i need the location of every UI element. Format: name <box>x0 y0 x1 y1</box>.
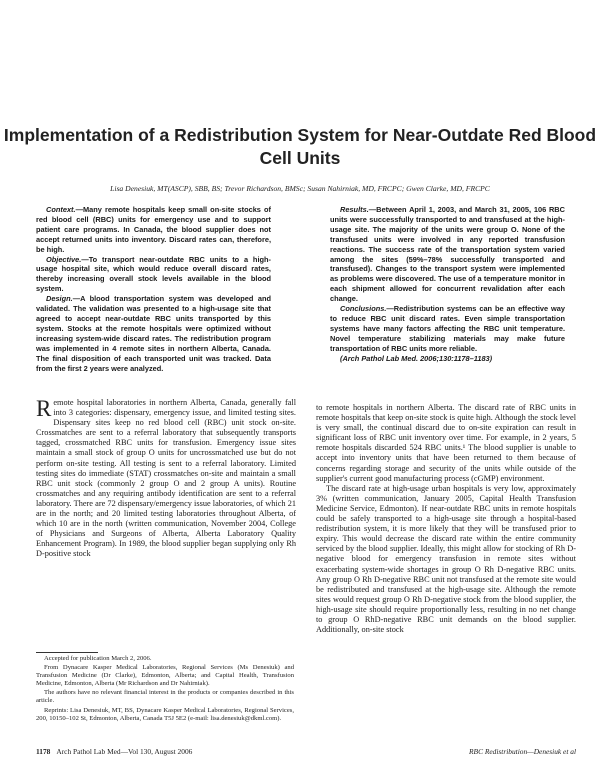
running-title: RBC Redistribution—Denesiuk et al <box>469 747 576 756</box>
abstract-citation <box>330 354 565 364</box>
body-paragraph-1: to remote hospitals in northern Alberta. The discard rate of RBC units in remote hospitals that keep on-site stock is quite high. Although the stock level is very small, the continual discard due to on-site expiration can result in significant loss of RBC unit inventory over time. For example, in 2 years, 5 remote hospitals discarded 524 RBC units.¹ The blood supplier is unable to accept into inventory units that have been returned to them because of concerns regarding storage and security of the units while outside of the supplier's current good manufacturing process (cGMP) environment. <box>316 403 576 483</box>
context-text: —Many remote hospitals keep small on-site stocks of red blood cell (RBC) units for emergency use and to support patient care programs. In Canada, the blood supplier does not accept returned units into inventory. Discard rates can, therefore, be high. <box>36 205 271 254</box>
abstract-context <box>36 205 271 255</box>
conclusions-label: Conclusions. <box>340 304 387 314</box>
conclusions-text: —Redistribution systems can be an effective way to reduce RBC unit discard rates. Even simple transportation systems have many factors affecting the RBC unit temperature. Novel temperature stabilizing materials may make future transportation of RBC units more reliable. <box>330 304 565 353</box>
intro-paragraph <box>36 398 296 560</box>
page-number: 1178 <box>36 747 51 756</box>
context-label: Context. <box>46 205 76 214</box>
intro-text: emote hospital laboratories in northern Alberta, Canada, generally fall into 3 categories: dispensary, emergency issue, and limited testing sites. Dispensary sites keep no red blood cell (RBC) unit stock on-site. Crossmatches are sent to a referral laboratory that subsequently transports tagged, crossmatched RBC units for transfusion. Emergency issue sites maintain a small stock of group O units for uncrossmatched use but do not perform on-site testing. All testing is sent to a referral laboratory. Limited testing sites do immediate (STAT) crossmatches on-site and maintain a small RBC unit stock (commonly 2 group O and 2 group A units). Routine crossmatches and any requiring antibody identification are sent to a referral laboratory. There are 72 dispensary/emergency issue laboratories, of which 21 are in the north; and 20 limited testing laboratories throughout Alberta, of which 10 are in the north (written communication, November 2004, College of Physicians and Surgeons of Alberta, Alberta Laboratory Quality Enhancement Program). In 1989, the blood supplier began supplying only Rh D-positive stock <box>36 398 296 559</box>
reprints-note: Reprints: Lisa Denesiuk, MT, BS, Dynacare Kasper Medical Laboratories, Regional Services, 200, 10150–102 St, Edmonton, Alberta, Canada T5J 5E2 (e-mail: lisa.denesiuk@dkml.com). <box>36 706 294 722</box>
abstract-right-column <box>330 205 565 364</box>
drop-cap: R <box>36 396 52 421</box>
citation-text: (Arch Pathol Lab Med. 2006;130:1178–1183) <box>340 353 493 363</box>
abstract-results <box>330 205 565 304</box>
author-list: Lisa Denesiuk, MT(ASCP), SBB, BS; Trevor Richardson, BMSc; Susan Nahirniak, MD, FRCPC; Gwen Clarke, MD, FRCPC <box>110 184 490 193</box>
abstract-design <box>36 294 271 373</box>
design-text: —A blood transportation system was developed and validated. The validation was presented to a high-usage site that agreed to accept near-outdate RBC units transported by this system. Stocks at the remote hospitals were optimized without increasing system-wide discard rates. The redistribution program was implemented in 4 remote sites in northern Alberta, Canada. The final disposition of each transported unit was tracked. Data from the first 2 years were analyzed. <box>36 294 271 373</box>
results-text: —Between April 1, 2003, and March 31, 2005, 106 RBC units were successfully transported to and transfused at the high-usage site. The majority of the units were group O. None of the transfused units were involved in any reported transfusion reactions. The success rate of the transportation system varied among the sites (59%–78% successfully transported and transfused). Changes to the transport system were implemented as problems were discovered. The use of a temperature monitor in each shipment allowed for concurrent revalidation after each change. <box>330 205 565 304</box>
body-left-column <box>36 398 296 560</box>
body-paragraph-2: The discard rate at high-usage urban hospitals is very low, approximately 3% (written communication, January 2005, Capital Health Transfusion Medicine Service, Edmonton). If near-outdate RBC units in remote hospitals could be safely transported to a high-usage site through a hospital-based redistribution system, it is more likely that they will be transfused prior to expiry. This would decrease the discard rate within the entire community serviced by the blood supplier. Ideally, this might allow for stocking of Rh D-negative blood for emergency transfusion in remote sites without exacerbating system-wide shortages in group O Rh D-negative RBC units. Any group O Rh D-negative RBC unit not transfused at the remote site would be redistributed and transfused at the high-usage site. Although the remote sites would request group O Rh D-negative stock from the blood supplier, the high-usage site should require proportionally less, resulting in no net change to group O RhD-negative RBC unit demands on the blood supplier. Additionally, on-site stock <box>316 483 576 635</box>
article-title: Implementation of a Redistribution System for Near-Outdate Red Blood Cell Units <box>3 125 597 168</box>
disclosure-note: The authors have no relevant financial interest in the products or companies described in this article. <box>36 689 294 705</box>
journal-info: Arch Pathol Lab Med—Vol 130, August 2006 <box>56 747 193 756</box>
objective-text: —To transport near-outdate RBC units to a high-usage hospital site, which would reduce overall discard rates, thereby increasing overall stock levels available in the blood system. <box>36 254 271 294</box>
results-label: Results. <box>340 205 369 214</box>
abstract-conclusions <box>330 304 565 354</box>
abstract-left-column <box>36 205 271 373</box>
abstract-objective <box>36 255 271 295</box>
page-footer-left <box>36 747 192 756</box>
design-label: Design. <box>46 294 73 304</box>
affiliations-note: From Dynacare Kasper Medical Laboratories, Regional Services (Ms Denesiuk) and Transfusion Medicine (Dr Clarke), Edmonton, Alberta; and Capital Health, Transfusion Medicine, Edmonton, Alberta (Mr Richardson and Dr Nahirniak). <box>36 664 294 688</box>
objective-label: Objective. <box>46 254 82 264</box>
accepted-note: Accepted for publication March 2, 2006. <box>44 655 152 662</box>
body-right-column <box>316 403 576 635</box>
footnote-rule <box>36 652 98 653</box>
footnotes <box>36 655 294 724</box>
